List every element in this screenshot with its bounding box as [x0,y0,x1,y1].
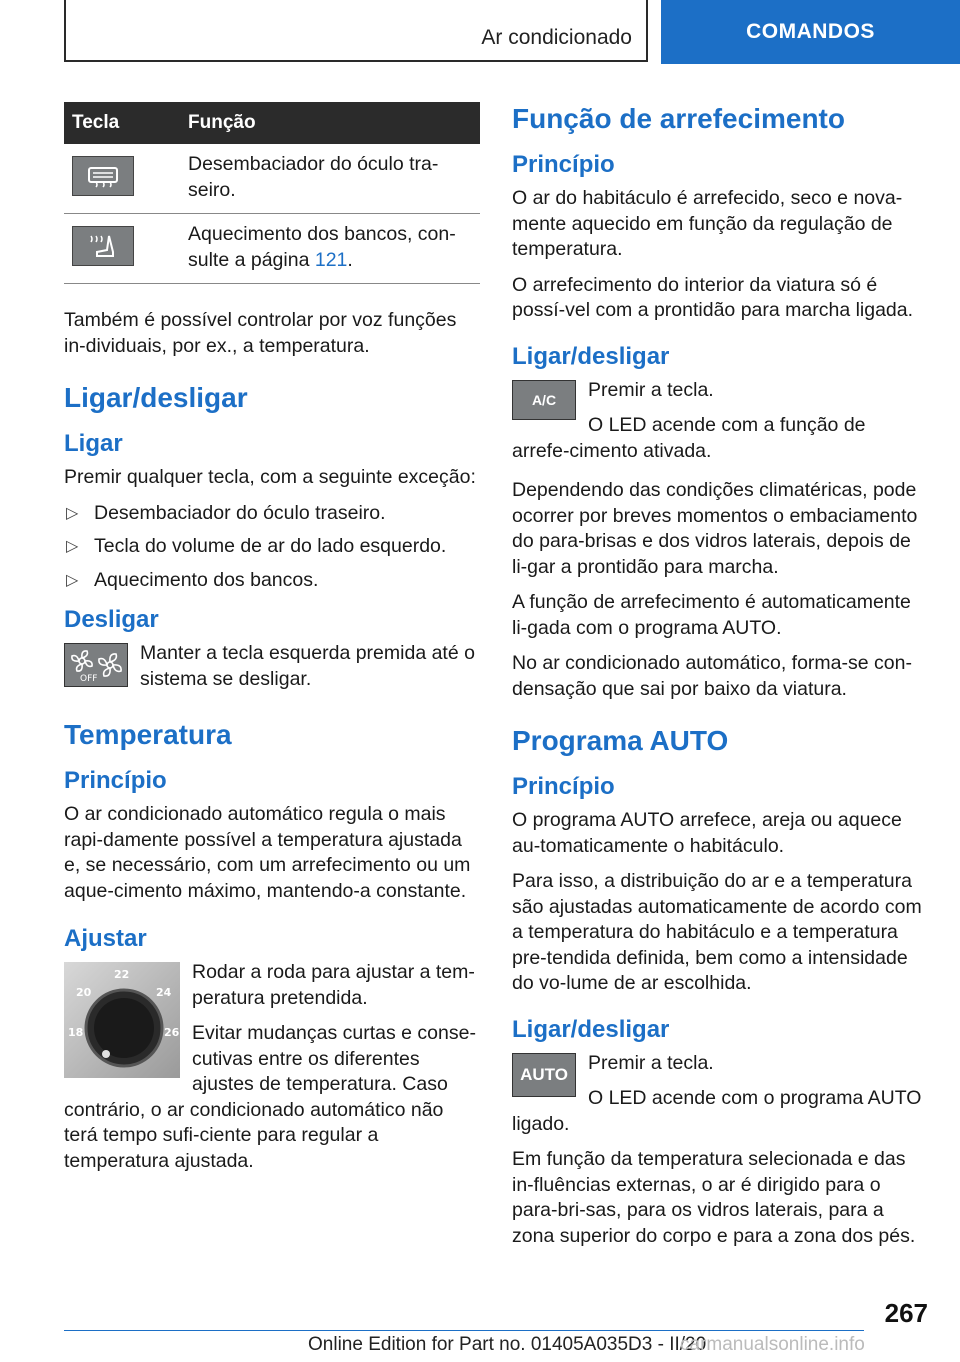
dial-label-24: 24 [156,986,172,999]
list-item: ▷ Aquecimento dos bancos. [64,568,480,594]
edition-text: Online Edition for Part no. 01405A035D3 - II/20 [308,1334,707,1355]
paragraph: O arrefecimento do interior da viatura só é possí-vel com a prontidão para marcha ligada. [512,273,914,321]
temperature-dial-image [64,962,180,1078]
heading-onoff: Ligar/desligar [64,382,248,413]
page-link[interactable]: 121 [314,248,348,271]
footer-divider [64,1330,864,1331]
principio-text: O ar condicionado automático regula o mais rapi-damente possível a temperatura ajustada e, se necessário, com um arrefecimento ou um aque-cimento máximo, mantendo-a constante. [64,803,471,902]
ac-text-1: Premir a tecla. [588,378,714,401]
heading-principio: Princípio [512,151,615,178]
list-item: ▷ Desembaciador do óculo traseiro. [64,501,480,527]
table-cell-function: Desembaciador do óculo tra-seiro. [180,144,480,214]
paragraph: A função de arrefecimento é automaticamente li-gada com o programa AUTO. [512,591,911,639]
table-header-function: Função [180,102,480,144]
table-row [64,214,480,284]
dial-label-26: 26 [164,1026,180,1039]
table-row [64,144,480,214]
paragraph: Para isso, a distribuição do ar e a temperatura são ajustadas automaticamente de acordo com a temperatura do habitáculo e a temperatura pre-tendida definida, bem como a intensidade do vo-lume de ar escolhida. [512,870,922,994]
chapter-tab[interactable] [661,0,960,64]
intro-text: Também é possível controlar por voz funções in-dividuais, por ex., a temperatura. [64,309,457,357]
fan-off-button-icon [64,643,128,687]
paragraph: Dependendo das condições climatéricas, pode ocorrer por breves momentos o embaciamento do para-brisas e dos vidros laterais, depois de li-gar a prontidão para marcha. [512,479,918,578]
heading-ligar: Ligar [64,430,123,457]
bullet-list [64,501,480,594]
right-column [512,102,928,1259]
heading-arrefecimento: Função de arrefecimento [512,103,845,134]
heading-auto: Programa AUTO [512,725,729,756]
bullet-triangle-icon: ▷ [66,538,79,555]
heading-desligar: Desligar [64,606,159,633]
auto-text-1: Premir a tecla. [588,1051,714,1074]
table-cell-function: Aquecimento dos bancos, con-sulte a página 121. [180,214,480,284]
heading-temperatura: Temperatura [64,719,232,750]
heading-principio: Princípio [64,767,167,794]
paragraph: O ar do habitáculo é arrefecido, seco e nova-mente aquecido em função da regulação de temperatura. [512,187,903,260]
auto-button-label: AUTO [520,1064,568,1084]
off-label: OFF [80,674,98,684]
heading-onoff: Ligar/desligar [512,342,670,370]
dial-label-22: 22 [114,968,130,981]
watermark: carmanualsonline.info [680,1334,865,1355]
page-number: 267 [884,1298,928,1328]
bullet-triangle-icon: ▷ [66,504,79,522]
heading-principio: Princípio [512,773,615,800]
table-header-key: Tecla [64,102,180,144]
chapter-tab-label: COMANDOS [746,20,875,43]
paragraph: No ar condicionado automático, forma-se con-densação que sai por baixo da viatura. [512,652,912,700]
section-title: Ar condicionado [481,26,632,49]
seat-heating-icon [72,226,134,266]
dial-label-20: 20 [76,986,92,999]
bullet-triangle-icon: ▷ [66,571,79,589]
desligar-text: Manter a tecla esquerda premida até o sistema se desligar. [140,642,475,690]
ajustar-text-2: Evitar mudanças curtas e conse-cutivas entre os diferentes ajustes de temperatura. Caso contrário, o ar condicionado automático não terá tempo sufi-ciente para regular a temperatura ajustada. [64,1022,476,1172]
paragraph: Em função da temperatura selecionada e das in-fluências externas, o ar é dirigido para o para-bri-sas, para os vidros laterais, para a zona superior do corpo e para a zona dos pés. [512,1148,916,1247]
keys-table [64,102,480,284]
heading-ajustar: Ajustar [64,925,147,952]
paragraph: O programa AUTO arrefece, areja ou aquece au-tomaticamente o habitáculo. [512,809,902,857]
table-header-row [64,102,480,144]
rear-defrost-icon [72,156,134,196]
left-column [64,102,480,1184]
header-frame [64,0,648,62]
auto-text-2: O LED acende com o programa AUTO ligado. [512,1087,922,1135]
ajustar-text-1: Rodar a roda para ajustar a tem-peratura pretendida. [192,961,475,1009]
ac-button-label: A/C [531,391,557,408]
auto-button-icon [512,1053,576,1097]
heading-onoff: Ligar/desligar [512,1015,670,1043]
list-item: ▷ Tecla do volume de ar do lado esquerdo. [64,534,480,560]
ac-button-icon [512,380,576,420]
dial-label-18: 18 [68,1026,84,1039]
ligar-text: Premir qualquer tecla, com a seguinte exceção: [64,466,476,488]
ac-text-2: O LED acende com a função de arrefe-cimento ativada. [512,414,866,462]
